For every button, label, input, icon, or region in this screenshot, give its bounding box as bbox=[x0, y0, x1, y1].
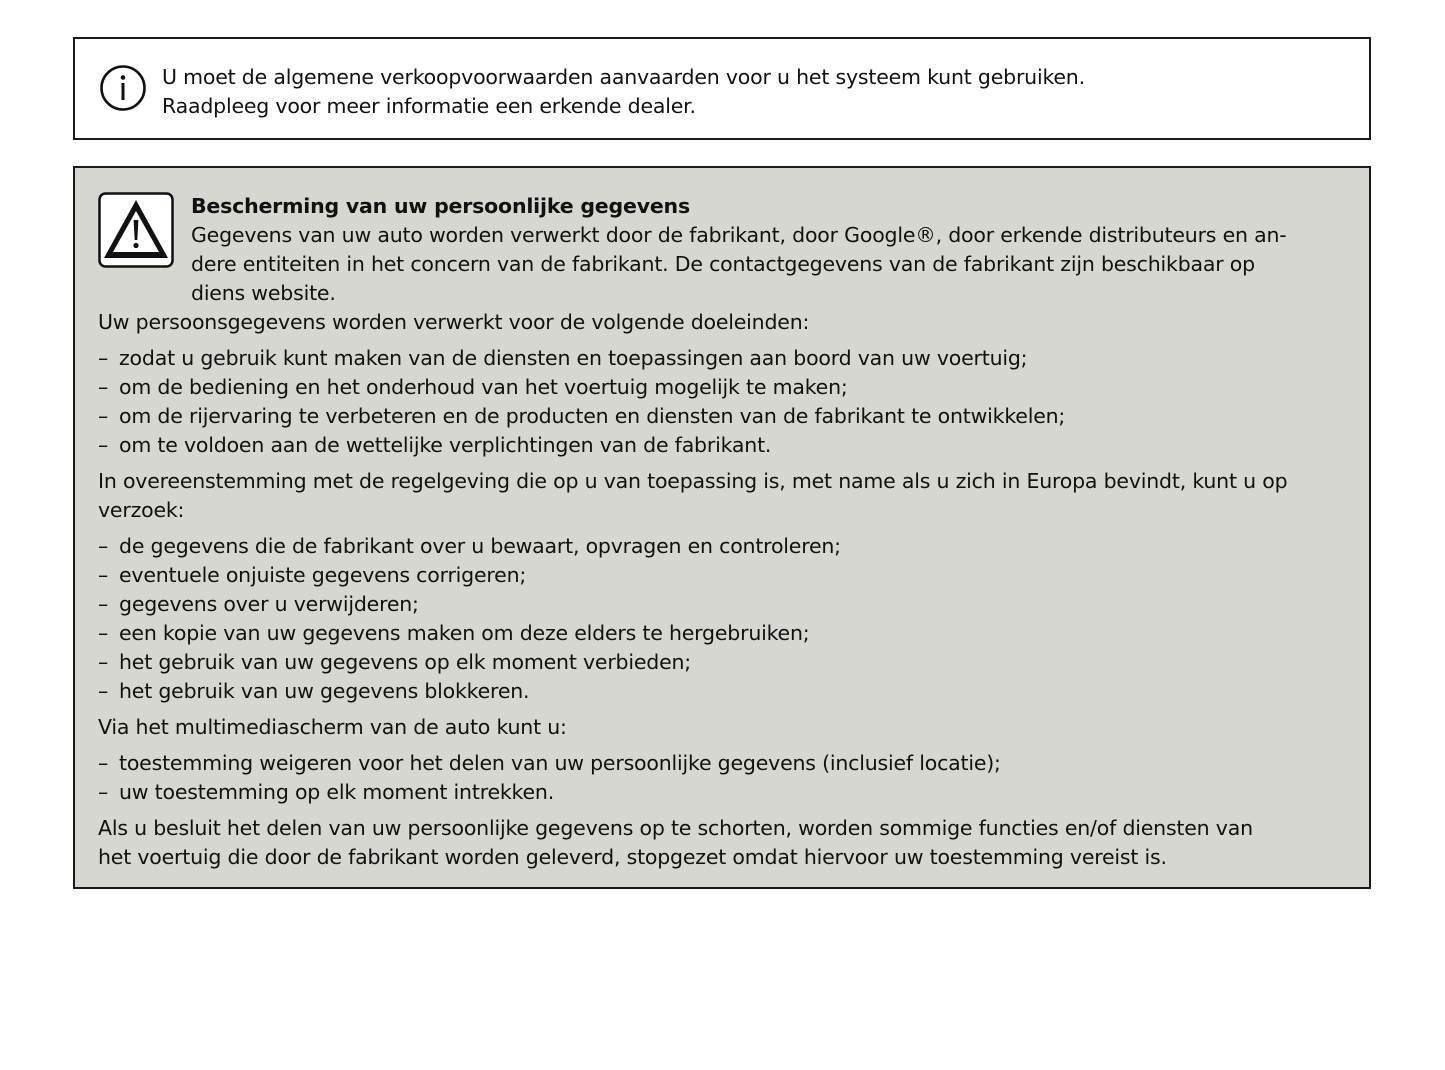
info-icon bbox=[99, 64, 147, 112]
list-item: – het gebruik van uw gegevens blokkeren. bbox=[98, 677, 1347, 706]
intro-line: Gegevens van uw auto worden verwerkt door de fabrikant, door Google®, door erkende distributeurs en an- bbox=[191, 223, 1287, 247]
rights-list bbox=[98, 532, 1347, 706]
list-item: – om te voldoen aan de wettelijke verplichtingen van de fabrikant. bbox=[98, 431, 1347, 460]
info-notice-box bbox=[73, 37, 1371, 140]
screen-options-list bbox=[98, 749, 1347, 807]
list-item: – eventuele onjuiste gegevens corrigeren; bbox=[98, 561, 1347, 590]
screen-heading: Via het multimediascherm van de auto kunt u: bbox=[98, 715, 567, 739]
intro-line: diens website. bbox=[191, 281, 336, 305]
purposes-heading: Uw persoonsgegevens worden verwerkt voor de volgende doeleinden: bbox=[98, 310, 810, 334]
list-item: – een kopie van uw gegevens maken om deze elders te hergebruiken; bbox=[98, 619, 1347, 648]
list-item: – om de bediening en het onderhoud van het voertuig mogelijk te maken; bbox=[98, 373, 1347, 402]
warning-header bbox=[98, 192, 1347, 308]
rights-heading-line: verzoek: bbox=[98, 498, 185, 522]
privacy-warning-content bbox=[98, 192, 1347, 872]
rights-heading bbox=[98, 467, 1347, 525]
closing-line: het voertuig die door de fabrikant worden geleverd, stopgezet omdat hiervoor uw toestemming vereist is. bbox=[98, 845, 1167, 869]
info-line: Raadpleeg voor meer informatie een erkende dealer. bbox=[162, 94, 696, 118]
list-item: – gegevens over u verwijderen; bbox=[98, 590, 1347, 619]
list-item: – toestemming weigeren voor het delen van uw persoonlijke gegevens (inclusief locatie); bbox=[98, 749, 1347, 778]
rights-heading-line: In overeenstemming met de regelgeving die op u van toepassing is, met name als u zich in Europa bevindt, kunt u op bbox=[98, 469, 1288, 493]
closing-line: Als u besluit het delen van uw persoonlijke gegevens op te schorten, worden sommige functies en/of diensten van bbox=[98, 816, 1253, 840]
list-item: – zodat u gebruik kunt maken van de diensten en toepassingen aan boord van uw voertuig; bbox=[98, 344, 1347, 373]
list-item: – de gegevens die de fabrikant over u bewaart, opvragen en controleren; bbox=[98, 532, 1347, 561]
list-item: – om de rijervaring te verbeteren en de producten en diensten van de fabrikant te ontwikkelen; bbox=[98, 402, 1347, 431]
purposes-list bbox=[98, 344, 1347, 460]
closing-paragraph bbox=[98, 814, 1347, 872]
list-item: – het gebruik van uw gegevens op elk moment verbieden; bbox=[98, 648, 1347, 677]
info-line: U moet de algemene verkoopvoorwaarden aanvaarden voor u het systeem kunt gebruiken. bbox=[162, 65, 1085, 89]
warning-title: Bescherming van uw persoonlijke gegevens bbox=[191, 194, 690, 218]
intro-line: dere entiteiten in het concern van de fabrikant. De contactgegevens van de fabrikant zijn beschikbaar op bbox=[191, 252, 1255, 276]
privacy-warning-box bbox=[73, 166, 1371, 889]
info-notice-text bbox=[162, 63, 1349, 121]
list-item: – uw toestemming op elk moment intrekken. bbox=[98, 778, 1347, 807]
